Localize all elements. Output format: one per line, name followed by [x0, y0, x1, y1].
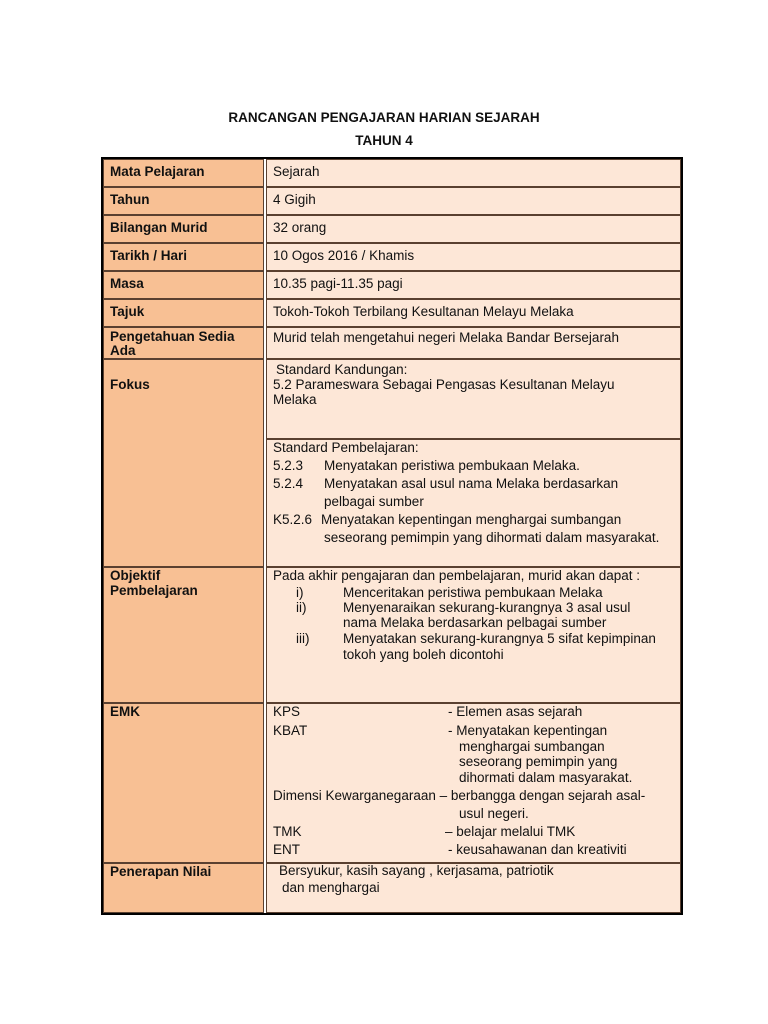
table-row	[103, 863, 681, 913]
emk-value: dihormati dalam masyarakat.	[459, 770, 633, 785]
table-row	[103, 243, 681, 271]
objektif-num: i)	[296, 585, 304, 600]
sp-text: Menyatakan peristiwa pembukaan Melaka.	[324, 458, 580, 473]
emk-value: Dimensi Kewarganegaraan – berbangga dengan sejarah asal-	[273, 788, 646, 803]
row-value-tahun: 4 Gigih	[266, 187, 681, 215]
emk-value: usul negeri.	[459, 806, 529, 821]
sp-code: 5.2.3	[273, 458, 304, 473]
table-row	[103, 327, 681, 359]
row-value-emk	[266, 703, 681, 863]
sp-text: pelbagai sumber	[324, 494, 424, 509]
emk-key: TMK	[273, 824, 302, 839]
objektif-text: Menyenaraikan sekurang-kurangnya 3 asal usul	[343, 600, 631, 615]
sp-text: Menyatakan kepentingan menghargai sumbangan	[321, 512, 622, 527]
row-value-objektif	[266, 567, 681, 703]
table-row	[103, 159, 681, 187]
sp-code: 5.2.4	[273, 476, 304, 491]
nilai-line: dan menghargai	[282, 880, 380, 895]
sk-line: 5.2 Parameswara Sebagai Pengasas Kesultanan Melayu	[273, 377, 615, 392]
sp-text: Menyatakan asal usul nama Melaka berdasarkan	[324, 476, 619, 491]
row-label-bilangan-murid: Bilangan Murid	[103, 215, 264, 243]
objektif-intro: Pada akhir pengajaran dan pembelajaran, murid akan dapat :	[273, 568, 640, 583]
document-subtitle: TAHUN 4	[355, 133, 413, 148]
sp-heading: Standard Pembelajaran:	[273, 440, 419, 455]
table-row	[103, 359, 681, 567]
sp-text: seseorang pemimpin yang dihormati dalam masyarakat.	[324, 530, 660, 545]
emk-value: seseorang pemimpin yang	[459, 754, 618, 769]
emk-value: – belajar melalui TMK	[445, 824, 576, 839]
emk-value: menghargai sumbangan	[459, 739, 605, 754]
emk-key: ENT	[273, 842, 300, 857]
row-label-pengetahuan-sedia-ada: Pengetahuan Sedia Ada	[103, 327, 264, 359]
objektif-text: nama Melaka berdasarkan pelbagai sumber	[343, 615, 607, 630]
emk-value: - Elemen asas sejarah	[448, 704, 583, 719]
sk-heading: Standard Kandungan:	[276, 362, 408, 377]
objektif-num: ii)	[296, 600, 307, 615]
row-value-tarikh-hari: 10 Ogos 2016 / Khamis	[266, 243, 681, 271]
sk-line: Melaka	[273, 392, 317, 407]
row-label-mata-pelajaran: Mata Pelajaran	[103, 159, 264, 187]
row-value-mata-pelajaran: Sejarah	[266, 159, 681, 187]
emk-key: KBAT	[273, 723, 308, 738]
table-row	[103, 187, 681, 215]
label-line: Pembelajaran	[110, 583, 198, 598]
document-title: RANCANGAN PENGAJARAN HARIAN SEJARAH	[228, 110, 540, 125]
table-row	[103, 703, 681, 863]
objektif-num: iii)	[296, 631, 310, 646]
row-value-masa: 10.35 pagi-11.35 pagi	[266, 271, 681, 299]
emk-value: - Menyatakan kepentingan	[448, 723, 608, 738]
row-label-fokus: Fokus	[103, 359, 264, 567]
row-value-pengetahuan-sedia-ada: Murid telah mengetahui negeri Melaka Bandar Bersejarah	[266, 327, 681, 359]
label-line: Objektif	[110, 568, 161, 583]
fokus-standard-pembelajaran	[266, 439, 681, 567]
sp-code: K5.2.6	[273, 512, 313, 527]
row-label-emk: EMK	[103, 703, 264, 863]
row-label-tarikh-hari: Tarikh / Hari	[103, 243, 264, 271]
row-label-penerapan-nilai: Penerapan Nilai	[103, 863, 264, 913]
table-row	[103, 215, 681, 243]
fokus-standard-kandungan	[266, 359, 681, 439]
row-value-bilangan-murid: 32 orang	[266, 215, 681, 243]
table-row	[103, 271, 681, 299]
row-label-tahun: Tahun	[103, 187, 264, 215]
table-row	[103, 567, 681, 703]
lesson-plan-table	[101, 157, 683, 915]
row-value-tajuk: Tokoh-Tokoh Terbilang Kesultanan Melayu Melaka	[266, 299, 681, 327]
row-label-masa: Masa	[103, 271, 264, 299]
emk-value: - keusahawanan dan kreativiti	[448, 842, 627, 857]
row-label-tajuk: Tajuk	[103, 299, 264, 327]
row-label-objektif-pembelajaran	[103, 567, 264, 703]
objektif-text: Menyatakan sekurang-kurangnya 5 sifat kepimpinan	[343, 631, 656, 646]
table-row	[103, 299, 681, 327]
objektif-text: tokoh yang boleh dicontohi	[343, 647, 504, 662]
row-value-penerapan-nilai	[266, 863, 681, 913]
objektif-text: Menceritakan peristiwa pembukaan Melaka	[343, 585, 603, 600]
emk-key: KPS	[273, 704, 301, 719]
nilai-line: Bersyukur, kasih sayang , kerjasama, patriotik	[279, 863, 554, 878]
